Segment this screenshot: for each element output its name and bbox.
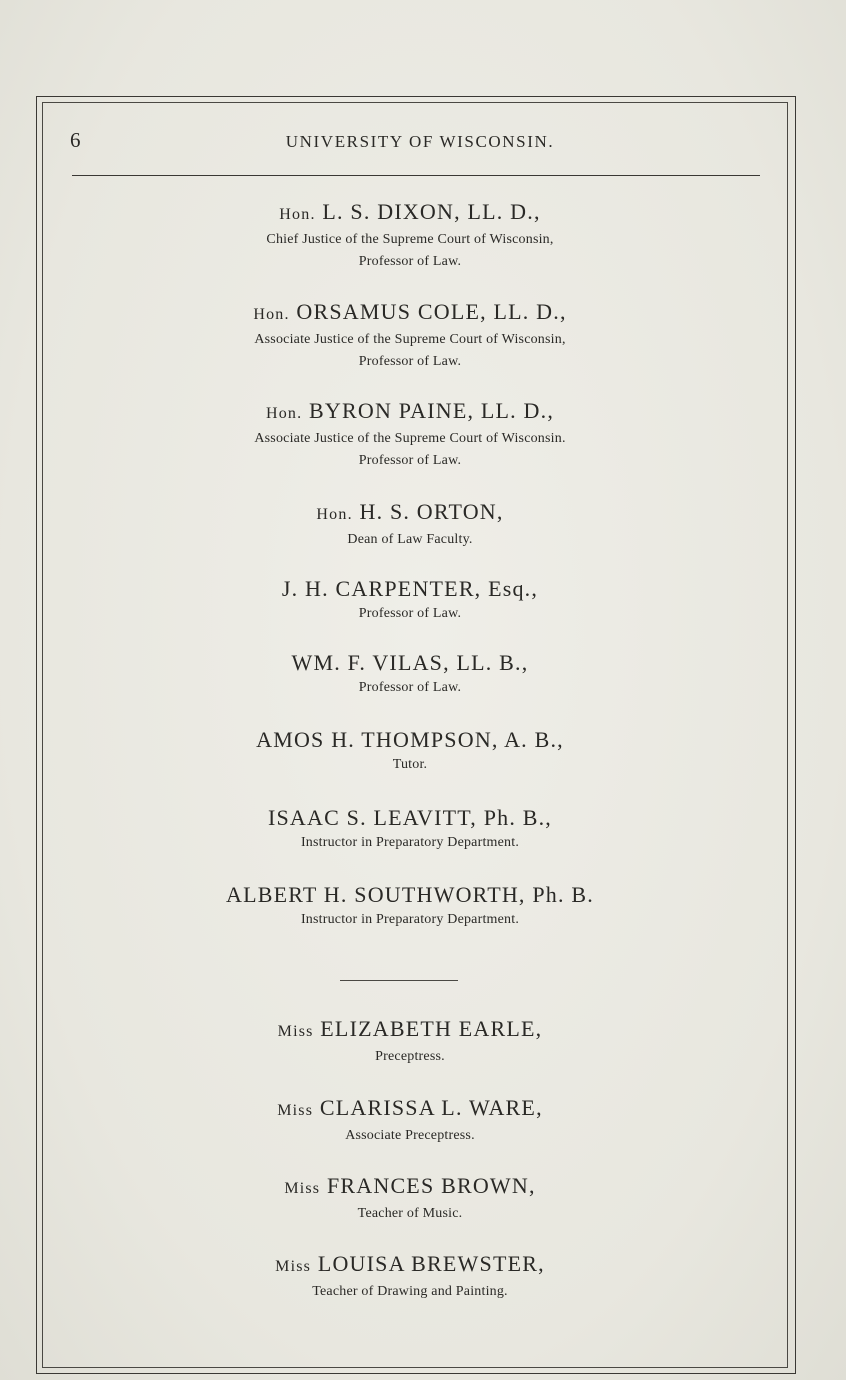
entry-title: Teacher of Drawing and Painting.: [312, 1284, 508, 1299]
entry-title: Associate Justice of the Supreme Court of Wisconsin,: [254, 332, 566, 347]
entry-name: [80, 397, 740, 428]
name-prefix: Miss: [277, 1102, 314, 1119]
entry-title: Associate Preceptress.: [345, 1128, 475, 1143]
entry-title: Professor of Law.: [358, 606, 462, 621]
entry-name: [80, 575, 740, 603]
name-text: ORSAMUS COLE, LL. D.,: [296, 299, 567, 324]
name-text: WM. F. VILAS, LL. B.,: [291, 650, 529, 675]
faculty-entry: [80, 198, 740, 273]
entry-title: Professor of Law.: [358, 354, 462, 369]
name-text: ELIZABETH EARLE,: [320, 1016, 543, 1041]
entry-name: [80, 198, 740, 229]
faculty-entry: [80, 397, 740, 472]
name-prefix: Hon.: [279, 206, 316, 223]
entry-title: Teacher of Music.: [357, 1206, 463, 1221]
name-text: AMOS H. THOMPSON, A. B.,: [256, 727, 564, 752]
faculty-entry: [80, 804, 740, 854]
entry-name: [80, 1250, 740, 1281]
name-text: ISAAC S. LEAVITT, Ph. B.,: [267, 805, 553, 830]
name-prefix: Hon.: [316, 506, 353, 523]
entry-title: Professor of Law.: [358, 254, 462, 269]
entry-title: Tutor.: [392, 757, 428, 772]
faculty-entry: [80, 726, 740, 776]
faculty-entry: [80, 881, 740, 931]
entry-title: Associate Justice of the Supreme Court of Wisconsin.: [254, 431, 566, 446]
entry-name: [80, 726, 740, 754]
faculty-entry: [80, 498, 740, 551]
name-text: BYRON PAINE, LL. D.,: [309, 398, 555, 423]
faculty-entry: [80, 298, 740, 373]
entry-name: [80, 498, 740, 529]
entry-title: Instructor in Preparatory Department.: [300, 912, 520, 927]
name-prefix: Hon.: [265, 405, 303, 422]
preceptress-entry: [80, 1094, 740, 1147]
entry-title: Professor of Law.: [358, 680, 462, 695]
name-text: ALBERT H. SOUTHWORTH, Ph. B.: [226, 882, 594, 907]
name-prefix: Miss: [277, 1023, 314, 1040]
preceptress-entry: [80, 1015, 740, 1068]
entry-name: [80, 804, 740, 832]
header-rule: [72, 175, 760, 176]
name-text: CLARISSA L. WARE,: [319, 1095, 543, 1120]
entry-title: Dean of Law Faculty.: [347, 532, 473, 547]
name-text: L. S. DIXON, LL. D.,: [322, 199, 541, 224]
name-text: J. H. CARPENTER, Esq.,: [281, 576, 539, 601]
preceptress-entry: [80, 1250, 740, 1303]
entry-name: [80, 649, 740, 677]
name-prefix: Miss: [275, 1258, 312, 1275]
name-text: LOUISA BREWSTER,: [317, 1251, 545, 1276]
name-prefix: Hon.: [253, 306, 290, 323]
page-number: 6: [70, 128, 81, 152]
entry-title: Preceptress.: [375, 1049, 445, 1064]
entry-name: [80, 1015, 740, 1046]
entry-name: [80, 298, 740, 329]
name-text: H. S. ORTON,: [359, 499, 504, 524]
faculty-entry: [80, 649, 740, 699]
preceptress-entry: [80, 1172, 740, 1225]
name-prefix: Miss: [284, 1180, 321, 1197]
section-divider: [340, 980, 458, 981]
faculty-entry: [80, 575, 740, 625]
entry-name: [80, 1172, 740, 1203]
name-text: FRANCES BROWN,: [326, 1173, 536, 1198]
entry-title: Professor of Law.: [358, 453, 462, 468]
entry-name: [80, 881, 740, 909]
running-head: UNIVERSITY OF WISCONSIN.: [285, 132, 555, 151]
entry-title: Chief Justice of the Supreme Court of Wisconsin,: [266, 232, 554, 247]
entry-title: Instructor in Preparatory Department.: [300, 835, 520, 850]
entry-name: [80, 1094, 740, 1125]
